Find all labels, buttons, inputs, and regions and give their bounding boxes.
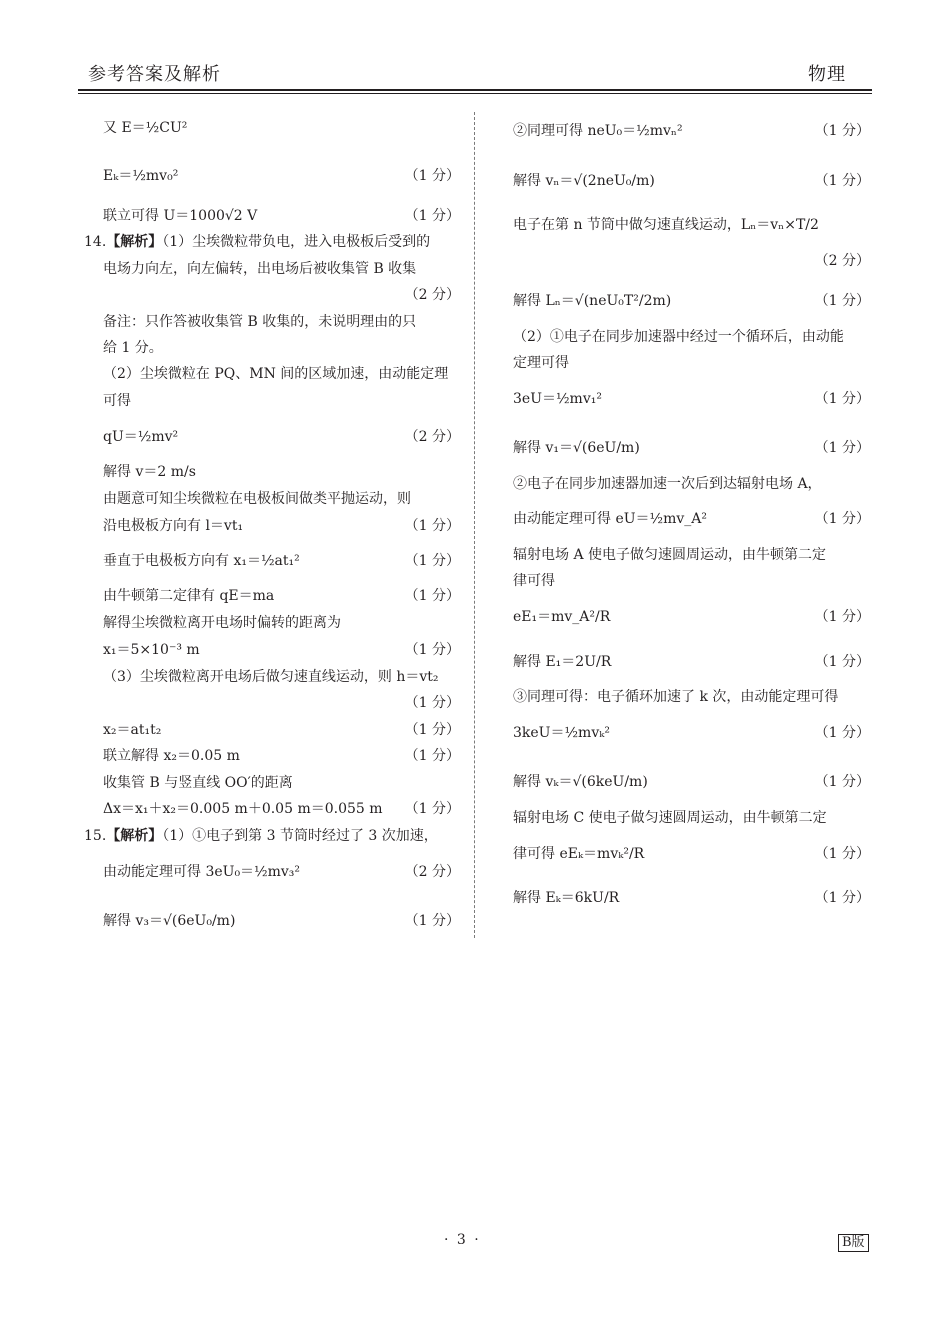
text-line: 辐射电场 A 使电子做匀速圆周运动，由牛顿第二定 <box>513 547 827 563</box>
text-line: 给 1 分。 <box>103 340 163 356</box>
equation-line: 律可得 eEₖ＝mvₖ²/R <box>513 846 645 862</box>
equation-line: 3eU＝½mv₁² <box>513 391 602 407</box>
equation-line: 联立可得 U＝1000√2 V <box>103 208 258 224</box>
text-line: ③同理可得：电子循环加速了 k 次，由动能定理可得 <box>513 689 839 705</box>
question-14-heading <box>84 232 430 252</box>
text-line: （2）①电子在同步加速器中经过一个循环后，由动能 <box>513 329 844 345</box>
score: （1 分） <box>814 725 870 741</box>
text-line: 律可得 <box>513 573 555 589</box>
score: （1 分） <box>404 588 460 604</box>
score: （2 分） <box>404 864 460 880</box>
text-line: 电场力向左，向左偏转，出电场后被收集管 B 收集 <box>103 261 417 277</box>
equation-line: 解得 v₁＝√(6eU/m) <box>513 440 640 456</box>
text-line: 辐射电场 C 使电子做匀速圆周运动，由牛顿第二定 <box>513 810 827 826</box>
equation-line: 又 E＝½CU² <box>103 120 188 136</box>
question-number: 15. <box>84 828 107 844</box>
score: （1 分） <box>814 293 870 309</box>
equation-line: eE₁＝mv_A²/R <box>513 609 611 625</box>
text-line: （3）尘埃微粒离开电场后做匀速直线运动，则 h＝vt₂ <box>103 669 439 685</box>
header-rule <box>78 89 872 91</box>
score: （1 分） <box>814 391 870 407</box>
text-line: 定理可得 <box>513 355 569 371</box>
text-line: 解得尘埃微粒离开电场时偏转的距离为 <box>103 615 341 631</box>
text-line: 由题意可知尘埃微粒在电极板间做类平抛运动，则 <box>103 491 411 507</box>
score: （1 分） <box>404 518 460 534</box>
equation-line: x₂＝at₁t₂ <box>103 722 162 738</box>
equation-line: qU＝½mv² <box>103 429 179 445</box>
header-subject: 物理 <box>808 64 846 85</box>
score: （1 分） <box>814 173 870 189</box>
score: （1 分） <box>814 609 870 625</box>
equation-line: 由牛顿第二定律有 qE＝ma <box>103 588 275 604</box>
equation-line: 解得 vₙ＝√(2neU₀/m) <box>513 173 655 189</box>
equation-line: 沿电极板方向有 l＝vt₁ <box>103 518 244 534</box>
analysis-tag: 【解析】 <box>106 828 163 844</box>
score: （1 分） <box>814 511 870 527</box>
score: （1 分） <box>404 208 460 224</box>
text-line: 备注：只作答被收集管 B 收集的，未说明理由的只 <box>103 314 417 330</box>
equation-line: 解得 vₖ＝√(6keU/m) <box>513 774 648 790</box>
analysis-tag: 【解析】 <box>106 234 163 250</box>
page-number: · 3 · <box>444 1232 481 1248</box>
score: （1 分） <box>814 774 870 790</box>
equation-line: 解得 Lₙ＝√(neU₀T²/2m) <box>513 293 672 309</box>
question-15-heading <box>84 826 438 846</box>
score: （1 分） <box>404 722 460 738</box>
text-line: （1）尘埃微粒带负电，进入电极板后受到的 <box>162 234 431 250</box>
text-line: ②电子在同步加速器加速一次后到达辐射电场 A， <box>513 476 822 492</box>
score: （1 分） <box>814 846 870 862</box>
score: （1 分） <box>814 123 870 139</box>
text-line: （1）①电子到第 3 节筒时经过了 3 次加速， <box>162 828 438 844</box>
equation-line: 垂直于电极板方向有 x₁＝½at₁² <box>103 553 300 569</box>
equation-line: 3keU＝½mvₖ² <box>513 725 610 741</box>
column-divider <box>474 112 475 938</box>
text-line: （2）尘埃微粒在 PQ、MN 间的区域加速，由动能定理 <box>103 366 449 382</box>
score: （1 分） <box>404 168 460 184</box>
score: （2 分） <box>404 429 460 445</box>
score: （1 分） <box>814 890 870 906</box>
header-title: 参考答案及解析 <box>88 64 221 85</box>
text-line: 可得 <box>103 393 131 409</box>
question-number: 14. <box>84 234 107 250</box>
score: （1 分） <box>404 801 460 817</box>
version-badge: B版 <box>838 1234 869 1252</box>
equation-line: Eₖ＝½mv₀² <box>103 168 179 184</box>
equation-line: 解得 Eₖ＝6kU/R <box>513 890 620 906</box>
text-line: 解得 v＝2 m/s <box>103 464 196 480</box>
score: （1 分） <box>814 440 870 456</box>
equation-line: ②同理可得 neU₀＝½mvₙ² <box>513 123 683 139</box>
score: （1 分） <box>404 695 460 711</box>
header-rule-thin <box>78 93 872 94</box>
score: （1 分） <box>404 642 460 658</box>
equation-line: x₁＝5×10⁻³ m <box>103 642 200 658</box>
score: （1 分） <box>404 913 460 929</box>
equation-line: 联立解得 x₂＝0.05 m <box>103 748 240 764</box>
equation-line: 解得 E₁＝2U/R <box>513 654 612 670</box>
score: （1 分） <box>404 748 460 764</box>
equation-line: 由动能定理可得 eU＝½mv_A² <box>513 511 708 527</box>
score: （1 分） <box>814 654 870 670</box>
score: （2 分） <box>404 287 460 303</box>
equation-line: Δx＝x₁＋x₂＝0.005 m＋0.05 m＝0.055 m <box>103 801 383 817</box>
score: （2 分） <box>814 253 870 269</box>
text-line: 收集管 B 与竖直线 OO′的距离 <box>103 775 293 791</box>
equation-line: 由动能定理可得 3eU₀＝½mv₃² <box>103 864 301 880</box>
equation-line: 电子在第 n 节筒中做匀速直线运动，Lₙ＝vₙ×T/2 <box>513 217 819 233</box>
score: （1 分） <box>404 553 460 569</box>
equation-line: 解得 v₃＝√(6eU₀/m) <box>103 913 236 929</box>
